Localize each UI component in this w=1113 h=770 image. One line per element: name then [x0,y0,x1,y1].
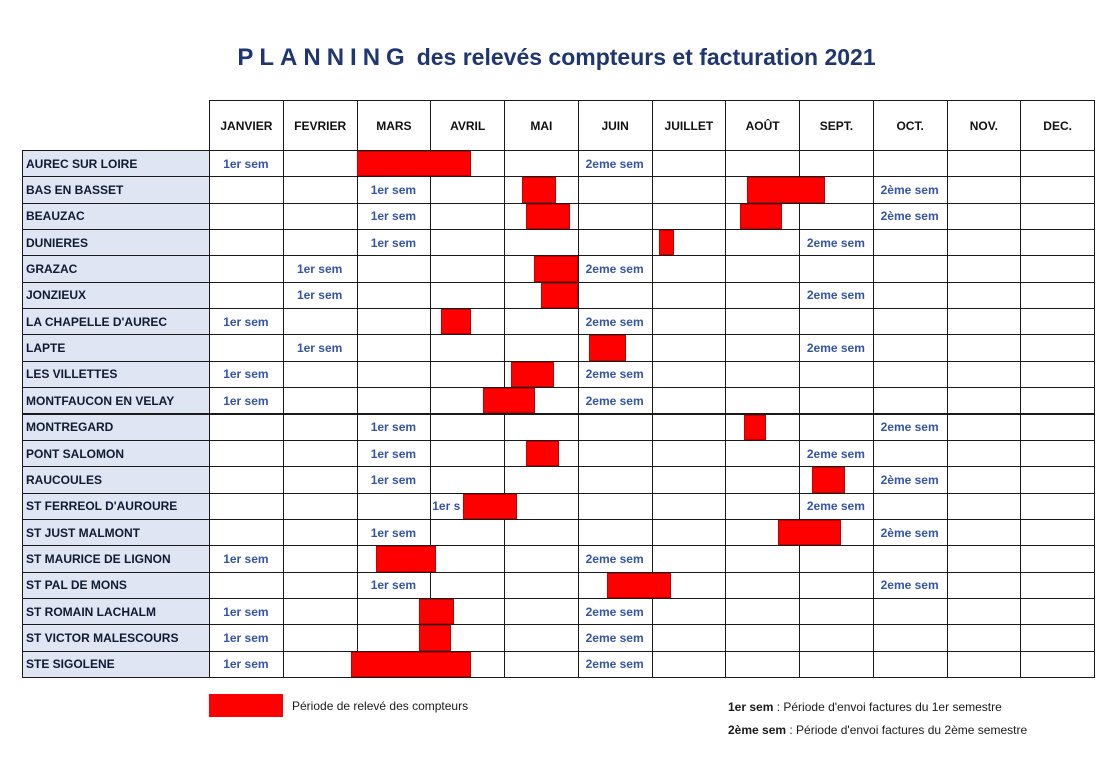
month-cell [947,493,1022,520]
month-cell [430,282,505,309]
month-cell [873,545,948,572]
invoice-period-label: 2eme sem [585,657,644,672]
month-cell [652,334,727,361]
month-cell [1020,519,1095,546]
month-cell [652,387,727,414]
month-cell [1020,361,1095,388]
month-cell [578,282,653,309]
invoice-period-label: 1er sem [370,472,417,487]
month-cell [725,545,800,572]
month-cell [725,229,800,256]
month-cell [652,545,727,572]
month-cell [430,229,505,256]
meter-reading-bar [526,441,559,466]
month-cell [725,624,800,651]
commune-name: MONTFAUCON EN VELAY [22,387,210,414]
month-cell [209,229,284,256]
month-cell [283,624,358,651]
month-header: FEVRIER [283,100,358,151]
month-cell [578,176,653,203]
month-cell [947,308,1022,335]
month-header: MARS [357,100,432,151]
month-cell [283,308,358,335]
invoice-period-label: 1er sem [370,525,417,540]
month-cell [283,519,358,546]
meter-reading-bar [747,177,824,202]
month-cell [799,624,874,651]
month-cell [209,334,284,361]
month-cell [873,387,948,414]
month-cell [209,572,284,599]
meter-reading-bar [589,335,626,360]
month-header: MAI [504,100,579,151]
month-header: NOV. [947,100,1022,151]
month-cell [1020,387,1095,414]
month-cell [209,440,284,467]
month-cell [1020,282,1095,309]
month-cell [947,203,1022,230]
month-cell [1020,545,1095,572]
month-header: DEC. [1020,100,1095,151]
month-header: AOÛT [725,100,800,151]
month-cell [1020,150,1095,177]
month-cell [283,572,358,599]
meter-reading-bar [419,599,454,624]
meter-reading-bar [659,230,674,255]
month-cell [652,361,727,388]
invoice-period-label: 2ème sem [880,472,939,487]
month-cell [578,440,653,467]
month-cell [504,598,579,625]
month-cell [873,624,948,651]
meter-reading-bar [522,177,555,202]
commune-name: STE SIGOLENE [22,651,210,678]
invoice-period-label: 2eme sem [806,341,865,356]
invoice-period-label: 2eme sem [585,551,644,566]
month-cell [947,229,1022,256]
month-cell [504,466,579,493]
meter-reading-bar [511,362,554,387]
legend-sem2-desc: : Période d'envoi factures du 2ème semestre [786,723,1028,737]
month-cell [1020,203,1095,230]
invoice-period-label: 2eme sem [806,235,865,250]
month-cell [430,361,505,388]
month-cell [799,203,874,230]
month-cell [947,651,1022,678]
month-cell [357,493,432,520]
month-cell [947,282,1022,309]
month-cell [947,361,1022,388]
month-cell [283,361,358,388]
month-cell [947,466,1022,493]
invoice-period-label: 2eme sem [806,499,865,514]
month-cell [947,150,1022,177]
month-cell [947,414,1022,441]
commune-name: RAUCOULES [22,466,210,493]
commune-name: ST PAL DE MONS [22,572,210,599]
month-cell [947,255,1022,282]
month-cell [283,229,358,256]
month-cell [209,255,284,282]
month-cell [725,334,800,361]
month-cell [947,545,1022,572]
invoice-period-label: 1er sem [370,183,417,198]
meter-reading-bar [778,520,841,545]
month-cell [652,414,727,441]
month-cell [430,466,505,493]
month-cell [652,493,727,520]
month-cell [283,651,358,678]
month-cell [504,624,579,651]
meter-reading-bar [357,151,471,176]
month-cell [1020,572,1095,599]
month-header: SEPT. [799,100,874,151]
month-cell [283,203,358,230]
month-cell [209,282,284,309]
month-cell [799,308,874,335]
commune-name: BAS EN BASSET [22,176,210,203]
month-cell [799,387,874,414]
month-cell [725,255,800,282]
month-cell [947,387,1022,414]
invoice-period-label: 2eme sem [806,446,865,461]
month-cell [430,203,505,230]
month-cell [873,440,948,467]
month-cell [1020,414,1095,441]
legend-sem1 [728,700,1002,714]
month-cell [652,466,727,493]
month-cell [504,519,579,546]
month-cell [652,203,727,230]
month-cell [430,519,505,546]
month-cell [799,598,874,625]
month-header: JANVIER [209,100,284,151]
commune-name: MONTREGARD [22,414,210,441]
invoice-period-label: 1er sem [296,288,343,303]
month-cell [430,176,505,203]
meter-reading-bar [463,494,517,519]
month-cell [725,150,800,177]
invoice-period-label: 1er sem [370,209,417,224]
month-cell [725,361,800,388]
month-header: AVRIL [430,100,505,151]
month-cell [652,440,727,467]
invoice-period-label: 1er sem [223,156,269,171]
legend-bar-label: Période de relevé des compteurs [292,699,469,713]
invoice-period-label: 1er sem [223,551,269,566]
month-cell [873,282,948,309]
month-cell [725,651,800,678]
invoice-period-label: 2eme sem [585,604,644,619]
meter-reading-bar [744,415,766,440]
month-cell [209,176,284,203]
month-cell [578,519,653,546]
month-cell [1020,176,1095,203]
invoice-period-label: 1er sem [223,367,269,382]
meter-reading-bar [483,388,535,413]
month-header: JUIN [578,100,653,151]
commune-name: GRAZAC [22,255,210,282]
month-header: JUILLET [652,100,727,151]
month-cell [357,282,432,309]
invoice-period-label: 1er s [432,499,461,514]
meter-reading-bar [419,625,451,650]
month-cell [430,334,505,361]
month-cell [873,334,948,361]
month-cell [504,150,579,177]
month-cell [1020,440,1095,467]
month-cell [430,440,505,467]
month-cell [725,308,800,335]
month-cell [947,598,1022,625]
month-cell [873,651,948,678]
month-cell [652,598,727,625]
invoice-period-label: 1er sem [370,446,417,461]
month-cell [873,229,948,256]
invoice-period-label: 1er sem [223,314,269,329]
month-cell [873,493,948,520]
invoice-period-label: 1er sem [370,578,417,593]
invoice-period-label: 1er sem [223,604,269,619]
commune-name: ST JUST MALMONT [22,519,210,546]
month-cell [430,414,505,441]
month-cell [799,651,874,678]
month-cell [873,255,948,282]
month-cell [578,203,653,230]
meter-reading-bar [351,652,471,677]
month-cell [873,150,948,177]
month-cell [283,598,358,625]
month-cell [947,440,1022,467]
month-cell [799,545,874,572]
month-cell [873,308,948,335]
commune-name: BEAUZAC [22,203,210,230]
month-cell [1020,229,1095,256]
meter-reading-bar [376,546,436,571]
month-cell [799,414,874,441]
month-cell [799,361,874,388]
meter-reading-bar [607,573,671,598]
month-cell [430,255,505,282]
invoice-period-label: 1er sem [223,630,269,645]
month-cell [578,414,653,441]
month-cell [430,545,505,572]
commune-name: JONZIEUX [22,282,210,309]
month-cell [652,176,727,203]
legend-swatch [209,694,283,717]
month-cell [725,598,800,625]
month-cell [873,361,948,388]
commune-name: DUNIERES [22,229,210,256]
month-cell [209,493,284,520]
month-cell [947,624,1022,651]
month-cell [283,387,358,414]
meter-reading-bar [812,467,844,492]
month-cell [947,176,1022,203]
month-cell [283,466,358,493]
month-cell [799,150,874,177]
legend-sem1-desc: : Période d'envoi factures du 1er semestre [773,700,1002,714]
meter-reading-bar [740,204,782,229]
month-cell [652,624,727,651]
commune-name: ST ROMAIN LACHALM [22,598,210,625]
commune-name: LES VILLETTES [22,361,210,388]
commune-name: ST MAURICE DE LIGNON [22,545,210,572]
month-cell [799,572,874,599]
month-cell [1020,624,1095,651]
commune-name: LA CHAPELLE D'AUREC [22,308,210,335]
meter-reading-bar [534,256,578,281]
month-cell [209,466,284,493]
invoice-period-label: 2ème sem [880,183,939,198]
invoice-period-label: 2eme sem [585,393,644,408]
month-cell [1020,334,1095,361]
month-cell [209,519,284,546]
commune-name: ST VICTOR MALESCOURS [22,624,210,651]
commune-name: AUREC SUR LOIRE [22,150,210,177]
month-header: OCT. [873,100,948,151]
meter-reading-bar [541,283,578,308]
month-cell [652,282,727,309]
month-cell [578,229,653,256]
month-cell [1020,255,1095,282]
month-cell [504,229,579,256]
month-cell [283,440,358,467]
invoice-period-label: 2eme sem [880,578,939,593]
month-cell [725,572,800,599]
invoice-period-label: 1er sem [296,341,343,356]
legend-sem2 [728,723,1027,737]
month-cell [504,334,579,361]
month-cell [725,282,800,309]
month-cell [578,466,653,493]
month-cell [652,150,727,177]
invoice-period-label: 1er sem [223,393,269,408]
commune-name: ST FERREOL D'AUROURE [22,493,210,520]
month-cell [947,519,1022,546]
month-cell [430,572,505,599]
commune-name: LAPTE [22,334,210,361]
month-cell [504,651,579,678]
invoice-period-label: 1er sem [370,235,417,250]
month-cell [947,334,1022,361]
legend-sem1-key: 1er sem [728,700,774,714]
invoice-period-label: 2eme sem [585,630,644,645]
month-cell [725,466,800,493]
page-title [0,44,1113,72]
invoice-period-label: 2ème sem [880,209,939,224]
commune-name: PONT SALOMON [22,440,210,467]
month-cell [652,255,727,282]
month-cell [504,414,579,441]
month-cell [725,387,800,414]
month-cell [504,308,579,335]
month-cell [283,150,358,177]
title-planning: PLANNING [237,44,411,71]
title-subtitle: des relevés compteurs et facturation 2021 [416,44,876,70]
month-cell [283,493,358,520]
month-cell [652,308,727,335]
month-cell [357,255,432,282]
month-cell [504,572,579,599]
month-cell [209,414,284,441]
month-cell [652,519,727,546]
month-cell [1020,308,1095,335]
invoice-period-label: 2eme sem [585,262,644,277]
month-cell [357,334,432,361]
month-cell [357,361,432,388]
invoice-period-label: 2eme sem [585,367,644,382]
month-cell [504,545,579,572]
month-cell [799,255,874,282]
month-cell [1020,466,1095,493]
legend-sem2-key: 2ème sem [728,723,787,737]
meter-reading-bar [441,309,471,334]
month-cell [283,545,358,572]
invoice-period-label: 2eme sem [880,420,939,435]
month-cell [652,651,727,678]
month-cell [283,176,358,203]
invoice-period-label: 2eme sem [806,288,865,303]
month-cell [357,308,432,335]
invoice-period-label: 2ème sem [880,525,939,540]
month-cell [947,572,1022,599]
month-cell [725,493,800,520]
month-cell [873,598,948,625]
meter-reading-bar [526,204,570,229]
month-cell [725,440,800,467]
month-cell [578,493,653,520]
invoice-period-label: 1er sem [296,262,343,277]
month-cell [1020,598,1095,625]
invoice-period-label: 2eme sem [585,314,644,329]
month-cell [209,203,284,230]
invoice-period-label: 1er sem [370,420,417,435]
month-cell [1020,651,1095,678]
month-cell [1020,493,1095,520]
month-cell [357,387,432,414]
invoice-period-label: 1er sem [223,657,269,672]
invoice-period-label: 2eme sem [585,156,644,171]
month-cell [283,414,358,441]
